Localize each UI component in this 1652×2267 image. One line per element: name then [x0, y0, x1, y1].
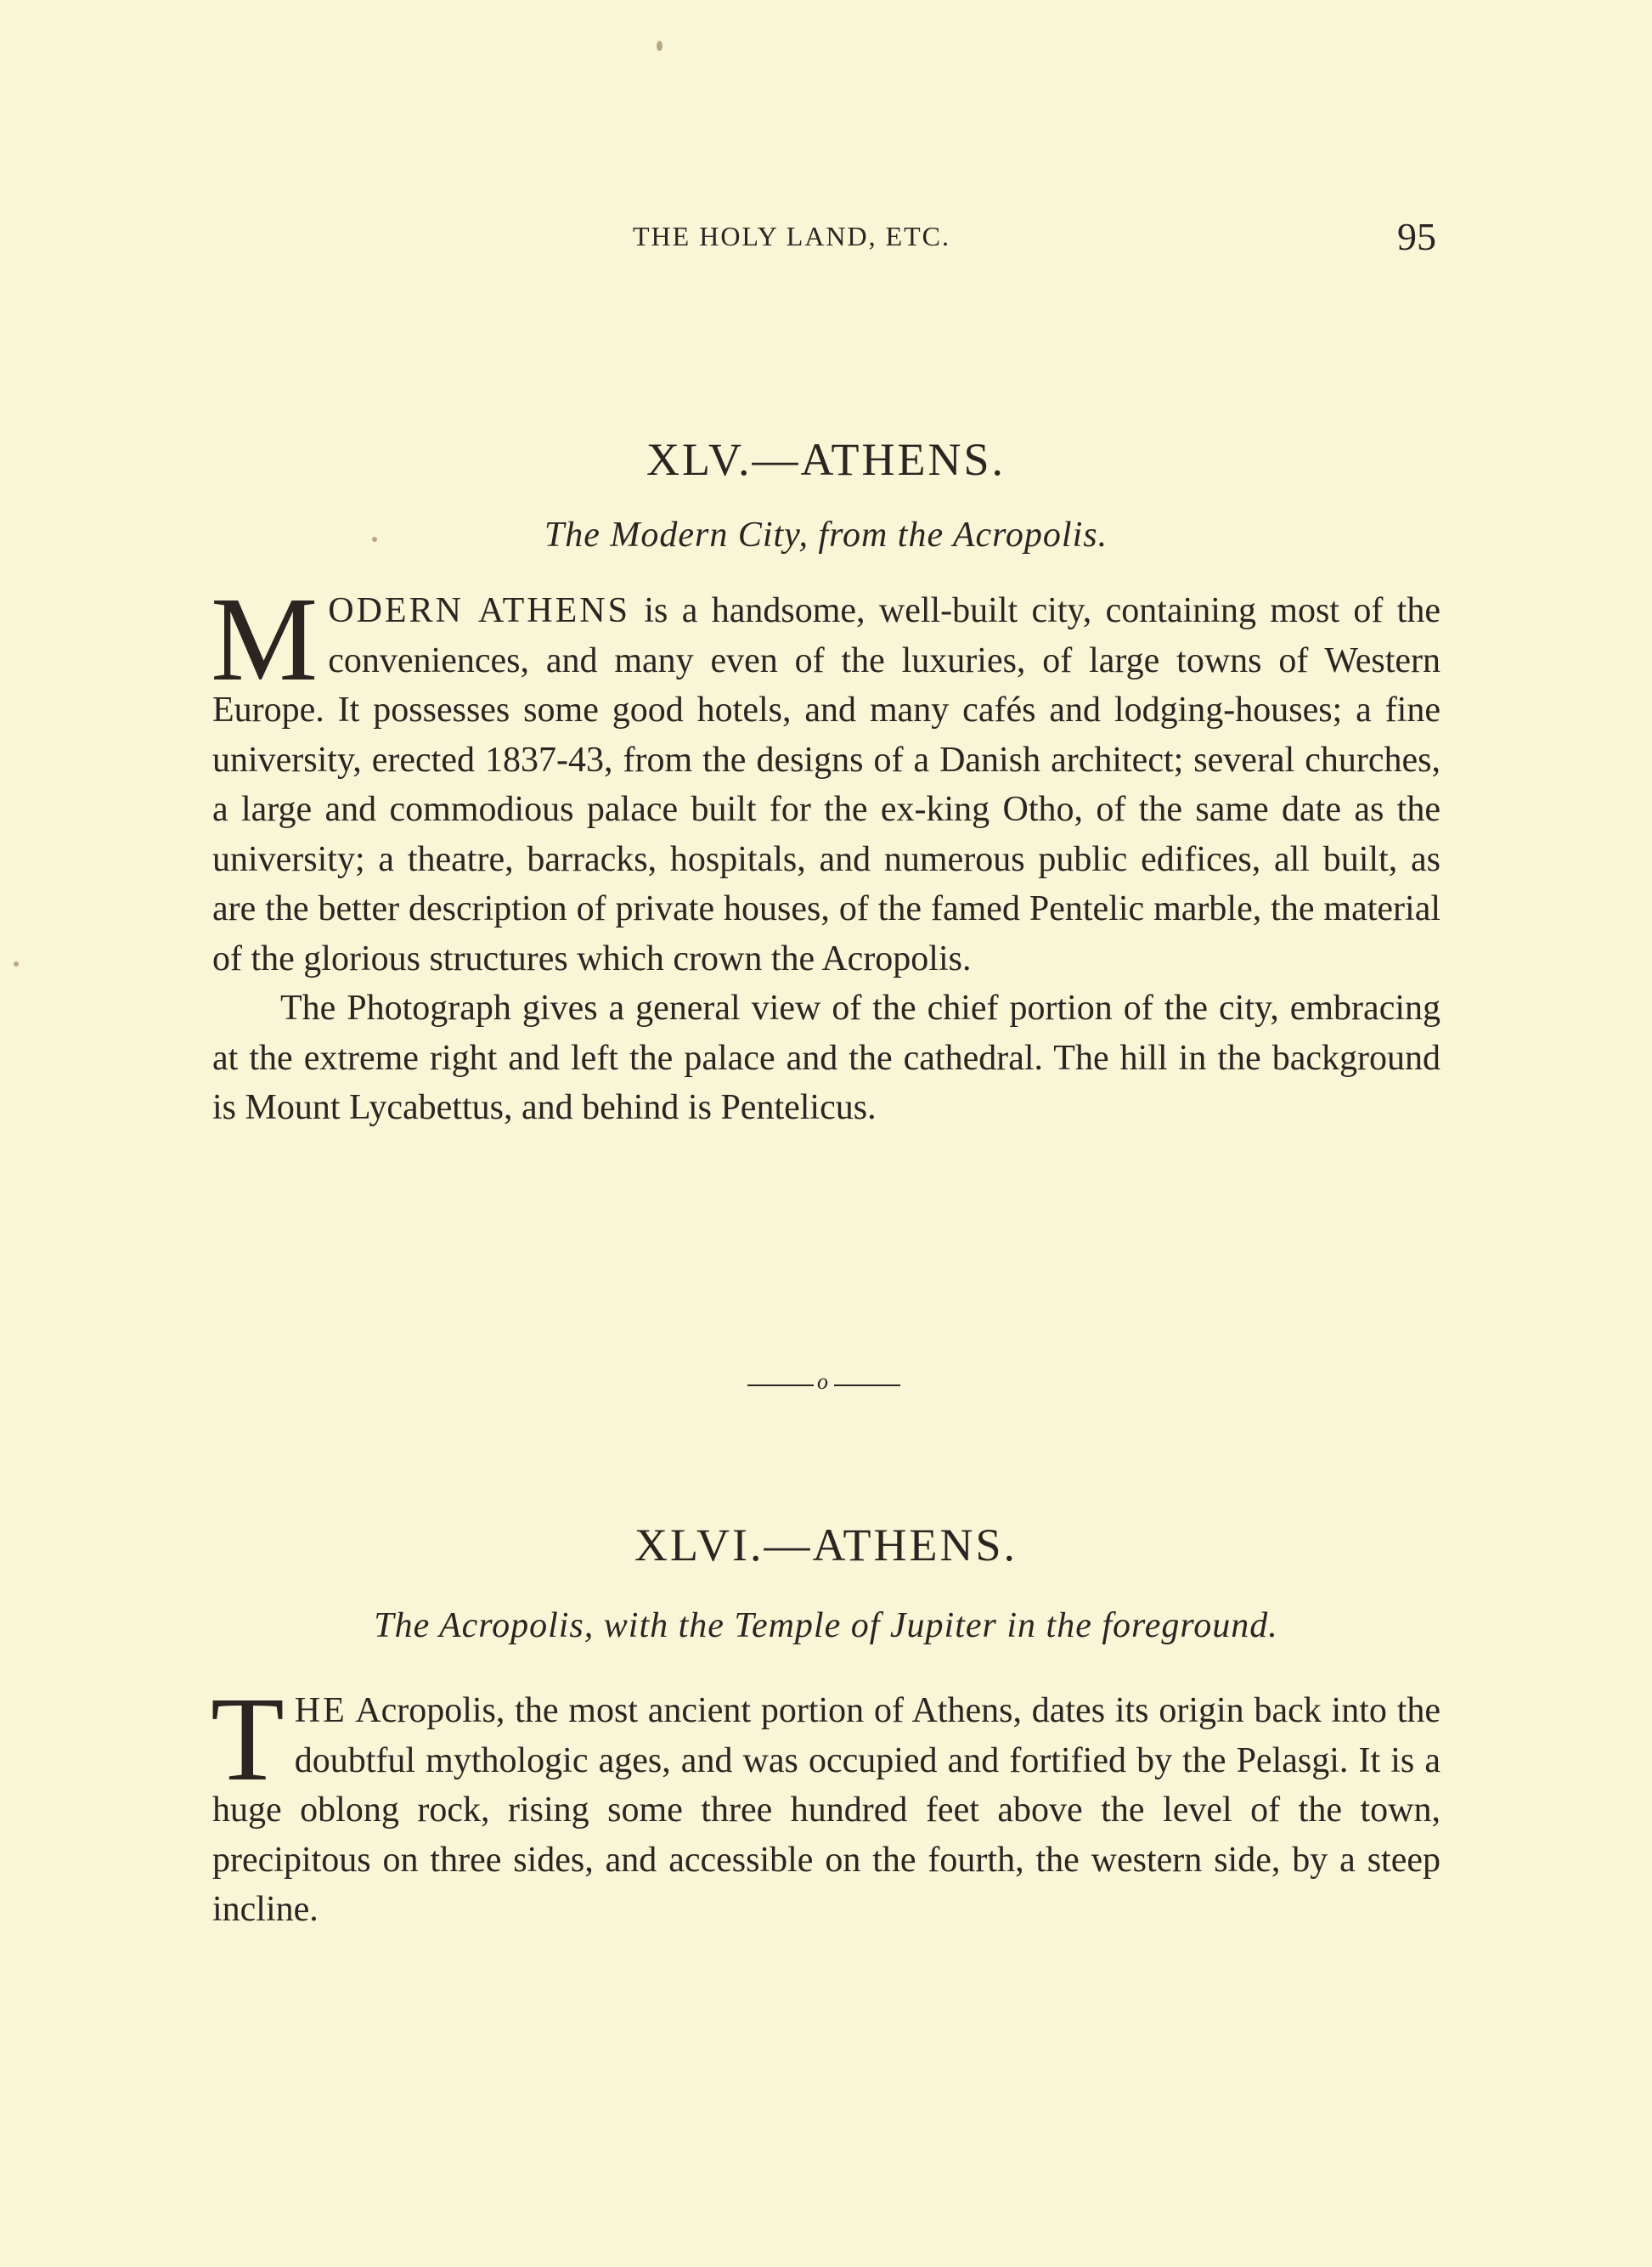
- paper-speck: [14, 962, 19, 967]
- paper-speck: [657, 41, 662, 51]
- section-subtitle-xlv: The Modern City, from the Acropolis.: [544, 516, 1108, 555]
- section-body-xlv: [211, 572, 1441, 1133]
- paragraph: [211, 572, 1441, 984]
- drop-cap: M: [211, 572, 319, 706]
- divider-rule-left: [747, 1384, 814, 1386]
- page-number: 95: [1397, 215, 1436, 258]
- section-divider: [747, 1369, 900, 1398]
- divider-rule-right: [834, 1384, 900, 1386]
- paragraph: The Photograph gives a general view of the chief portion of the city, embracing at the extreme right and left the palace and the cathedral. The hill in the background is Mount Lycabettus, and behind is Pentelicus.: [212, 989, 1441, 1127]
- section-body-xlvi: [211, 1672, 1441, 1935]
- paper-speck: [372, 537, 377, 542]
- lead-words: HE: [294, 1691, 347, 1730]
- paragraph: [211, 1672, 1441, 1935]
- lead-words: ODERN ATHENS: [328, 591, 630, 630]
- running-title: THE HOLY LAND, ETC.: [633, 221, 950, 251]
- drop-cap: T: [211, 1672, 285, 1806]
- paragraph-text: is a handsome, well-built city, containing most of the conveniences, and many even of the luxuries, of large towns of Western Europe. It possesses some good hotels, and many cafés and lodging-houses; a fine university, erected 1837-43, from the designs of a Danish architect; several churches, a large and commodious palace built for the ex-king Otho, of the same date as the university; a theatre, barracks, hospitals, and numerous public edifices, all built, as are the better description of private houses, of the famed Pentelic marble, the material of the glorious structures which crown the Acropolis.: [212, 591, 1441, 978]
- section-subtitle-xlvi: The Acropolis, with the Temple of Jupiter in the foreground.: [374, 1606, 1278, 1645]
- paragraph-text: Acropolis, the most ancient portion of Athens, dates its origin back into the doubtful mythologic ages, and was occupied and fortified by the Pelasgi. It is a huge oblong rock, rising some three hundred feet above the level of the town, precipitous on three sides, and accessible on the fourth, the western side, by a steep incline.: [212, 1691, 1441, 1929]
- divider-mark: o: [817, 1369, 828, 1394]
- section-heading-xlv: XLV.—ATHENS.: [646, 434, 1006, 485]
- section-heading-xlvi: XLVI.—ATHENS.: [634, 1520, 1018, 1571]
